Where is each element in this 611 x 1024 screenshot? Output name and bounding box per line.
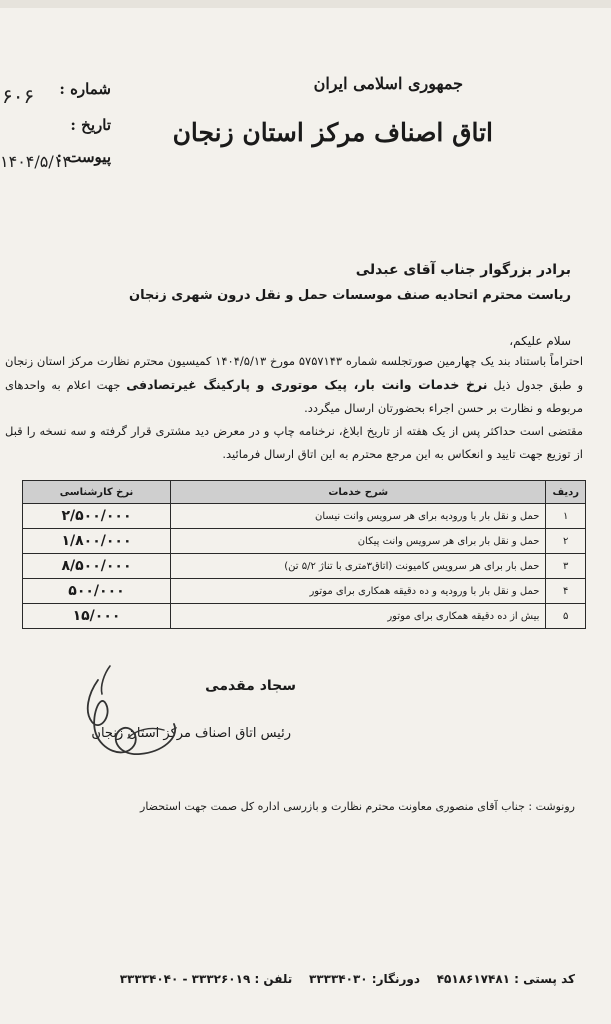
republic-title: جمهوری اسلامی ایران: [313, 74, 463, 93]
table-row: [23, 529, 586, 554]
date-value: ۱۴۰۴/۵/۱۴: [0, 152, 71, 171]
body-p1-part1: احتراماً باستناد بند یک چهارمین صورتجلسه شماره ۵۷۵۷۱۴۳ مورخ ۱۴۰۴/۵/۱۳ کمیسیون محترم: [133, 354, 584, 368]
postal-code-label: کد پستی :: [514, 972, 575, 986]
organization-title: اتاق اصناف مرکز استان زنجان: [172, 118, 493, 147]
cell-row-number: ۲: [546, 529, 586, 554]
handwritten-signature: [70, 660, 200, 770]
cell-description: حمل و نقل بار با ورودیه برای هر سرویس وانت نیسان: [171, 504, 546, 529]
cell-row-number: ۱: [546, 504, 586, 529]
cell-description: حمل و نقل بار برای هر سرویس وانت پیکان: [171, 529, 546, 554]
phone-label: تلفن :: [254, 972, 293, 986]
cell-rate: ۵۰۰/۰۰۰: [23, 579, 171, 604]
phone-value: ۳۳۳۲۶۰۱۹ - ۳۳۳۳۴۰۴۰: [119, 972, 251, 986]
greeting: سلام علیکم،: [509, 334, 571, 348]
recipient-line-1: برادر بزرگوار جناب آقای عبدلی: [355, 262, 571, 278]
body-paragraph-1: [5, 350, 583, 420]
cell-description: بیش از ده دقیقه همکاری برای موتور: [171, 604, 546, 629]
postal-code-value: ۴۵۱۸۶۱۷۴۸۱: [436, 972, 510, 986]
table-row: [23, 579, 586, 604]
signatory-title: رئیس اتاق اصناف مرکز استان زنجان: [91, 726, 291, 741]
cell-rate: ۲/۵۰۰/۰۰۰: [23, 504, 171, 529]
cell-row-number: ۵: [546, 604, 586, 629]
fax-label: دورنگار:: [371, 972, 421, 986]
body-p1-part2: نظارت مرکز استان زنجان و طبق جدول ذیل: [5, 354, 583, 392]
service-rate-table: [22, 480, 586, 629]
header-row-number: ردیف: [546, 481, 586, 504]
attachment-label: پیوست :: [56, 148, 111, 166]
header-rate: نرخ کارشناسی: [23, 481, 171, 504]
cell-description: حمل بار برای هر سرویس کامیونت (اتاق۳متری با تناژ ۵/۲ تن): [171, 554, 546, 579]
table-row: [23, 554, 586, 579]
cell-rate: ۱۵/۰۰۰: [23, 604, 171, 629]
fax-value: ۳۳۳۳۴۰۳۰: [309, 972, 368, 986]
table-row: [23, 604, 586, 629]
signatory-name: سجاد مقدمی: [205, 678, 296, 694]
footer-contact: [120, 972, 575, 986]
body-paragraph-2: مقتضی است حداکثر پس از یک هفته از تاریخ ابلاغ، نرخنامه چاپ و در معرض دید مشتری قرار گرفته و سه نسخه را قبل از توزیع جهت تایید و انعکاس به این مرجع محترم به این اتاق ارسال فرمائید.: [5, 424, 583, 461]
table-header-row: [23, 481, 586, 504]
cell-row-number: ۴: [546, 579, 586, 604]
date-label: تاریخ :: [70, 116, 111, 134]
header-description: شرح خدمات: [171, 481, 546, 504]
cell-rate: ۱/۸۰۰/۰۰۰: [23, 529, 171, 554]
table-row: [23, 504, 586, 529]
cell-row-number: ۳: [546, 554, 586, 579]
number-value: ۶۰۶: [2, 84, 35, 108]
recipient-line-2: ریاست محترم اتحادیه صنف موسسات حمل و نقل درون شهری زنجان: [129, 288, 571, 303]
number-label: شماره :: [59, 80, 111, 98]
cell-description: حمل و نقل بار با ورودیه و ده دقیقه همکاری برای موتور: [171, 579, 546, 604]
cell-rate: ۸/۵۰۰/۰۰۰: [23, 554, 171, 579]
top-edge: [0, 0, 611, 8]
carbon-copy-note: رونوشت : جناب آقای منصوری معاونت محترم نظارت و بازرسی اداره کل صمت جهت استحضار: [140, 800, 575, 813]
body-p1-bold: نرخ خدمات وانت بار، پیک موتوری و پارکینگ غیرتصادفی: [126, 377, 488, 392]
body-p1-part3: جهت اعلام به واحدهای مربوطه و نظارت بر حسن اجراء بحضورتان ارسال میگردد.: [5, 378, 583, 415]
